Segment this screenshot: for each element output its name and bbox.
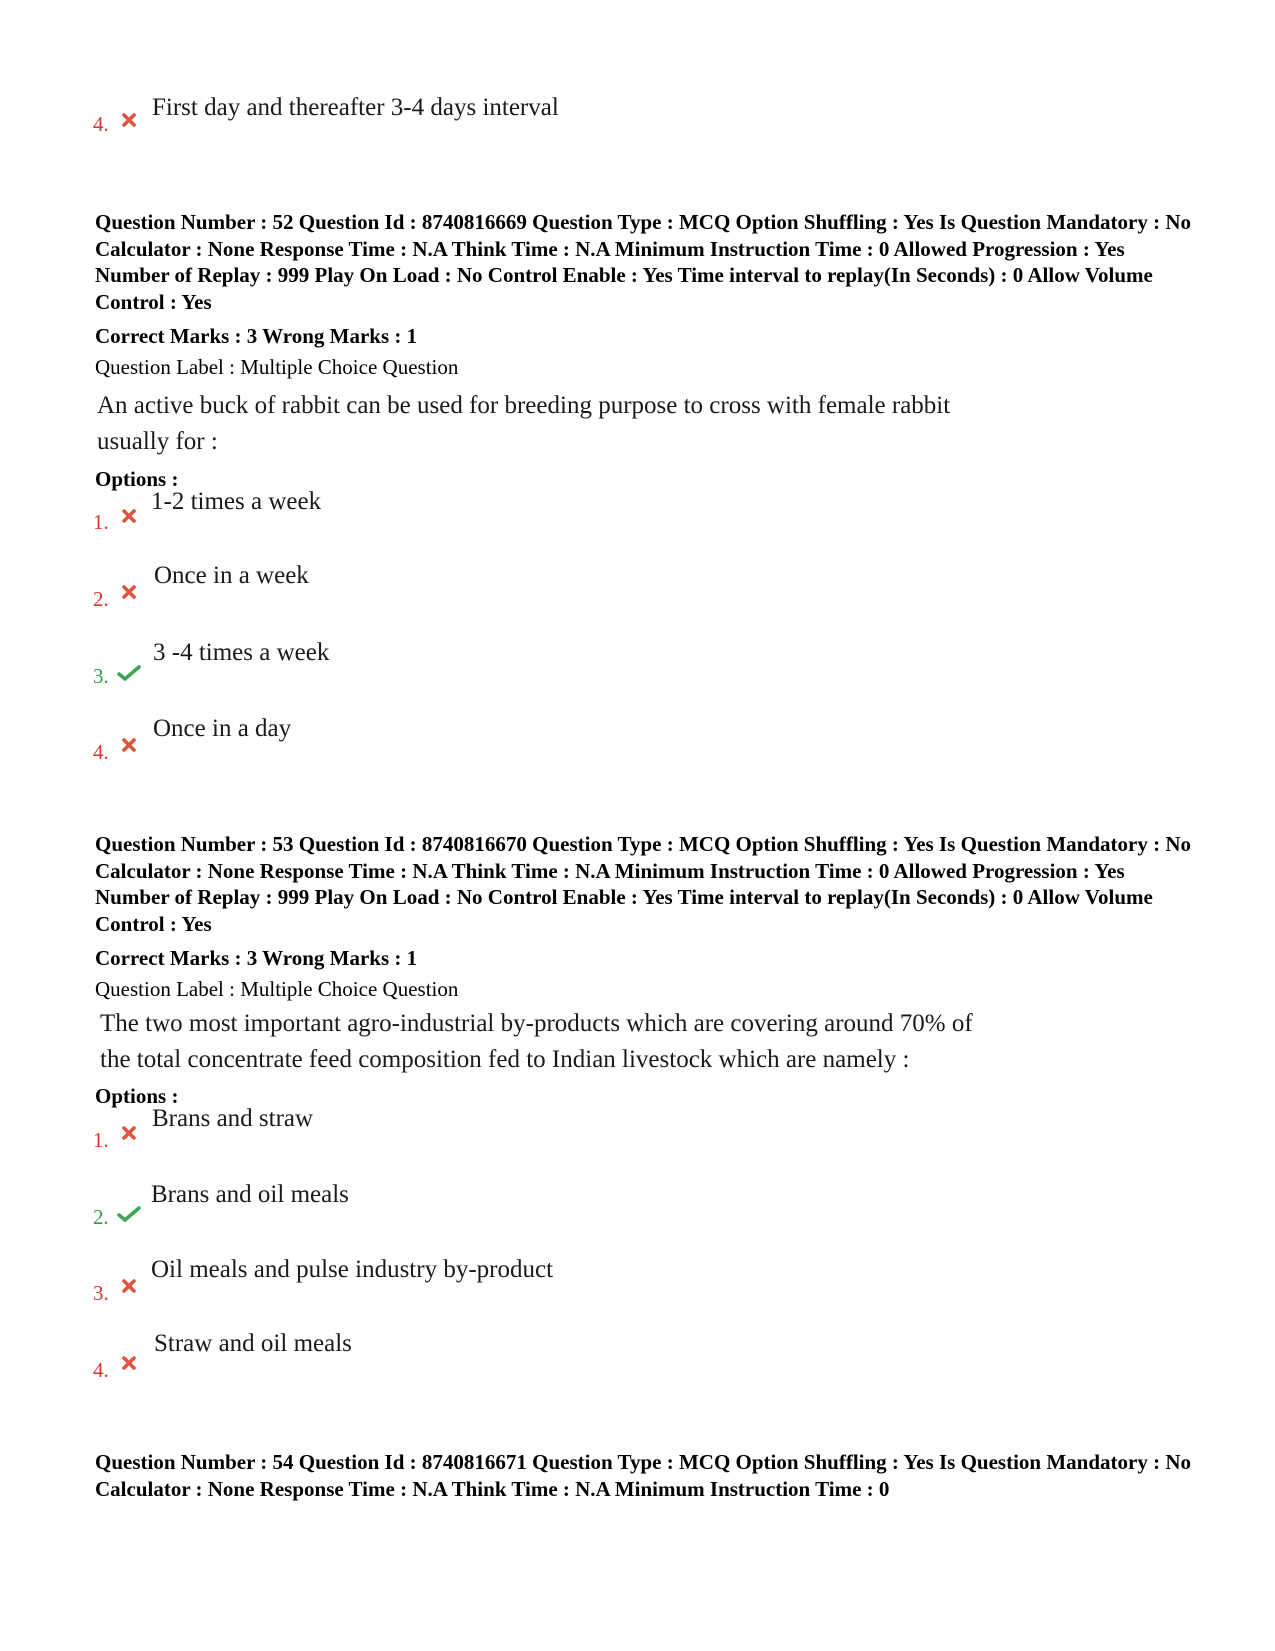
option-number: 3. bbox=[93, 1281, 109, 1305]
option-number: 3. bbox=[93, 664, 109, 688]
options-heading: Options : bbox=[95, 1084, 179, 1108]
option-text: Brans and oil meals bbox=[151, 1181, 349, 1208]
option-text: Straw and oil meals bbox=[154, 1330, 352, 1357]
option-number: 1. bbox=[93, 1128, 109, 1152]
question-text-line: The two most important agro-industrial by-products which are covering around 70% of bbox=[100, 1010, 973, 1037]
wrong-mark-icon bbox=[121, 584, 137, 600]
option-number: 4. bbox=[93, 112, 109, 136]
option-text: Once in a day bbox=[153, 715, 292, 742]
wrong-mark-icon bbox=[121, 737, 137, 753]
wrong-mark-icon bbox=[121, 508, 137, 524]
question-meta: Question Number : 52 Question Id : 8740816669 Question Type : MCQ Option Shuffling : Yes Is Question Mandatory : No Calculator : None Response Time : N.A Think Time : N.A Minimum Instruction Time : 0 Allowed Progression : Yes Number of Replay : 999 Play On Load : No Control Enable : Yes Time interval to replay(In Seconds) : 0 Allow Volume Control : Yes bbox=[95, 210, 1191, 314]
question-text-line: the total concentrate feed composition fed to Indian livestock which are namely : bbox=[100, 1046, 910, 1073]
options-heading: Options : bbox=[95, 467, 179, 491]
option-text: 3 -4 times a week bbox=[153, 639, 330, 666]
option-number: 2. bbox=[93, 587, 109, 611]
question-meta: Question Number : 53 Question Id : 8740816670 Question Type : MCQ Option Shuffling : Yes Is Question Mandatory : No Calculator : None Response Time : N.A Think Time : N.A Minimum Instruction Time : 0 Allowed Progression : Yes Number of Replay : 999 Play On Load : No Control Enable : Yes Time interval to replay(In Seconds) : 0 Allow Volume Control : Yes bbox=[95, 832, 1191, 936]
question-meta: Question Number : 54 Question Id : 8740816671 Question Type : MCQ Option Shuffling : Yes Is Question Mandatory : No Calculator : None Response Time : N.A Think Time : N.A Minimum Instruction Time : 0 bbox=[95, 1450, 1191, 1501]
question-text bbox=[100, 1006, 973, 1078]
question-label: Question Label : Multiple Choice Question bbox=[95, 977, 459, 1001]
question-marks: Correct Marks : 3 Wrong Marks : 1 bbox=[95, 946, 418, 970]
option-text: 1-2 times a week bbox=[151, 488, 322, 515]
question-marks: Correct Marks : 3 Wrong Marks : 1 bbox=[95, 324, 418, 348]
wrong-mark-icon bbox=[121, 1355, 137, 1371]
correct-check-icon bbox=[117, 1205, 141, 1223]
option-text: First day and thereafter 3-4 days interval bbox=[152, 94, 559, 121]
question-label: Question Label : Multiple Choice Question bbox=[95, 355, 459, 379]
option-text: Once in a week bbox=[154, 562, 309, 589]
option-number: 2. bbox=[93, 1205, 109, 1229]
option-text: Oil meals and pulse industry by-product bbox=[151, 1256, 554, 1283]
option-number: 4. bbox=[93, 1358, 109, 1382]
option-text: Brans and straw bbox=[152, 1105, 314, 1132]
wrong-mark-icon bbox=[121, 112, 137, 128]
option-number: 4. bbox=[93, 740, 109, 764]
correct-check-icon bbox=[117, 664, 141, 682]
question-text-line: An active buck of rabbit can be used for breeding purpose to cross with female rabbit bbox=[97, 392, 951, 419]
question-text-line: usually for : bbox=[97, 428, 218, 455]
wrong-mark-icon bbox=[121, 1278, 137, 1294]
option-number: 1. bbox=[93, 510, 109, 534]
question-text bbox=[97, 388, 950, 460]
wrong-mark-icon bbox=[121, 1125, 137, 1141]
